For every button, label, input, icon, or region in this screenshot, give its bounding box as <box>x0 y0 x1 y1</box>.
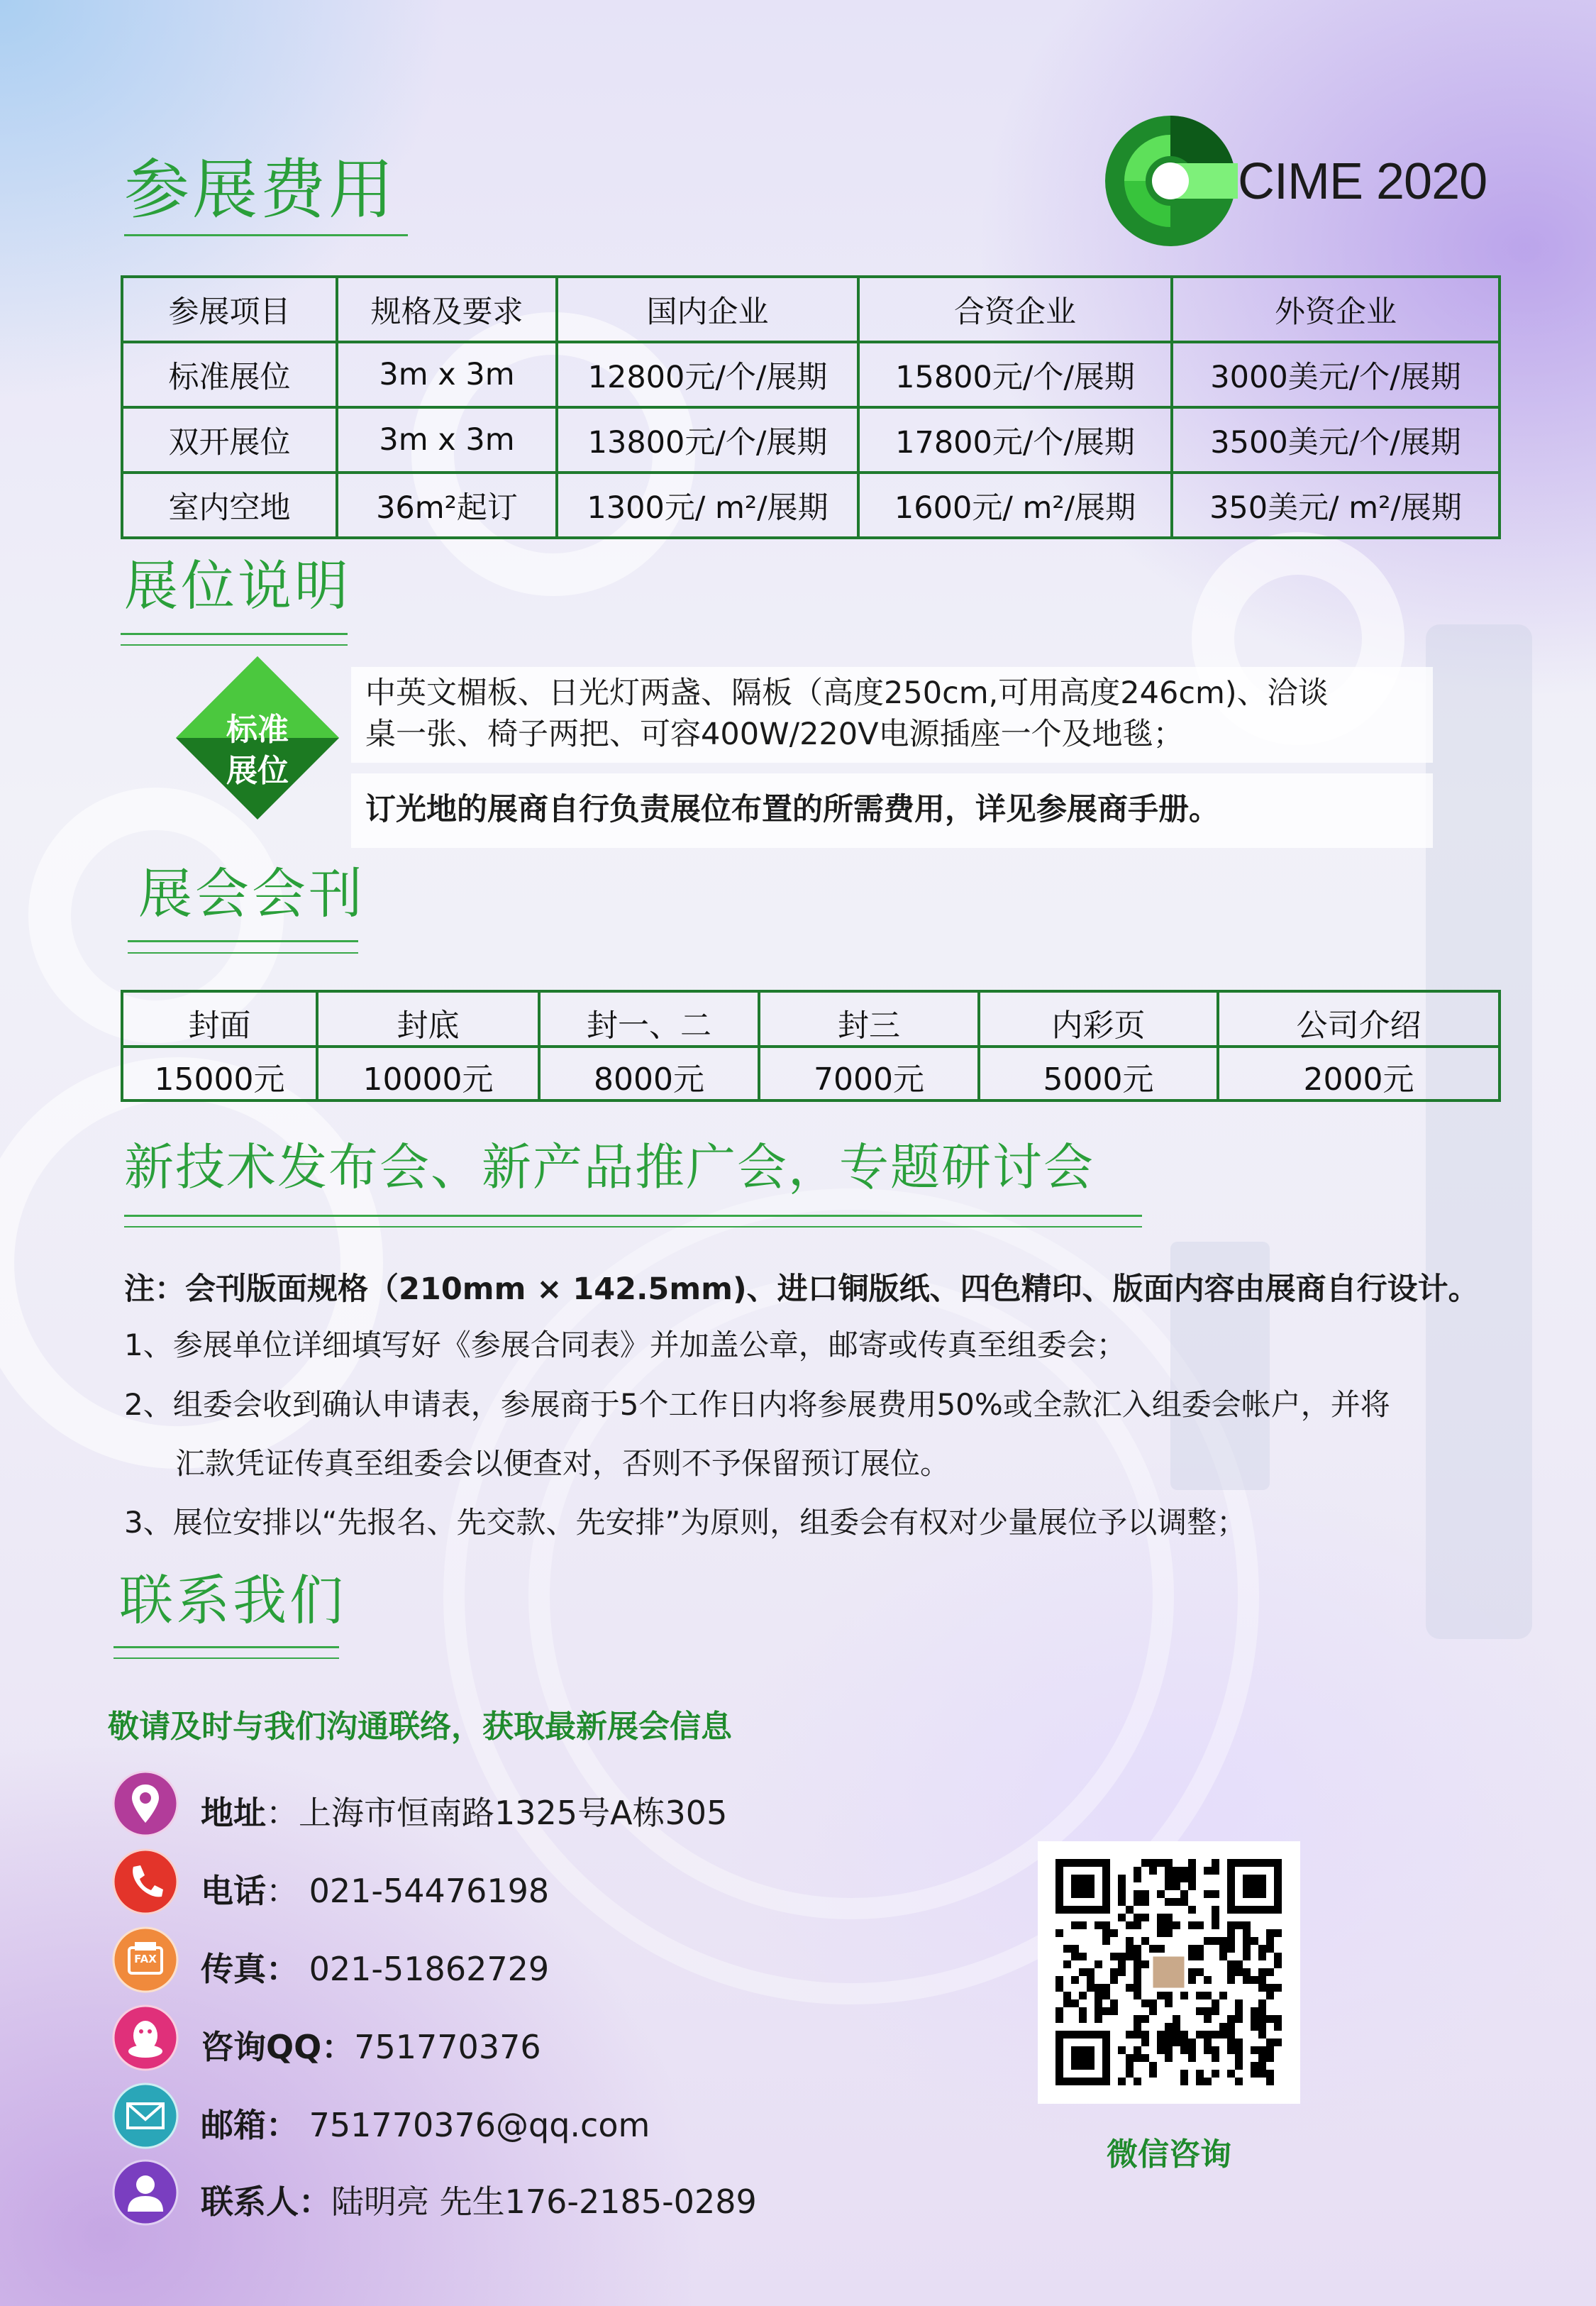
contact-slogan: 敬请及时与我们沟通联络，获取最新展会信息 <box>108 1709 732 1745</box>
address-label: 地址 <box>201 1794 266 1832</box>
table-cell: 1600元/ m²/展期 <box>858 473 1172 538</box>
fees-header-row <box>122 277 1500 342</box>
fees-table <box>121 275 1501 539</box>
fees-title: 参展费用 <box>124 152 397 228</box>
contact-title: 联系我们 <box>119 1569 346 1632</box>
journal-header-cell: 封三 <box>759 991 979 1047</box>
table-cell: 室内空地 <box>122 473 337 538</box>
journal-title-underline <box>128 940 358 942</box>
fax-value: 021-51862729 <box>299 1950 550 1988</box>
journal-header-cell: 封底 <box>317 991 539 1047</box>
notes-item-3: 3、展位安排以“先报名、先交款、先安排”为原则，组委会有权对少量展位予以调整； <box>124 1505 1247 1540</box>
notes-item-1: 1、参展单位详细填写好《参展合同表》并加盖公章，邮寄或传真至组委会； <box>124 1328 1126 1362</box>
booth-title: 展位说明 <box>124 554 351 617</box>
fees-header-cell: 外资企业 <box>1172 277 1500 342</box>
notes-item-2a: 2、组委会收到确认申请表，参展商于5个工作日内将参展费用50%或全款汇入组委会帐户，并将 <box>124 1387 1390 1422</box>
contact-title-underline <box>113 1646 339 1648</box>
journal-header-cell: 内彩页 <box>979 991 1218 1047</box>
person-icon <box>112 2159 179 2226</box>
launch-title: 新技术发布会、新产品推广会，专题研讨会 <box>124 1138 1095 1196</box>
table-cell: 3m x 3m <box>337 342 557 407</box>
email-label: 邮箱： <box>201 2106 299 2144</box>
email-value: 751770376@qq.com <box>299 2106 650 2144</box>
phone-label: 电话 <box>201 1872 266 1910</box>
journal-header-cell: 封一、二 <box>539 991 759 1047</box>
contact-title-underline-2 <box>113 1657 339 1659</box>
fax-label: 传真： <box>201 1950 299 1988</box>
fees-header-cell: 规格及要求 <box>337 277 557 342</box>
phone-icon <box>112 1848 179 1915</box>
qr-code-icon <box>1038 1841 1300 2104</box>
table-cell: 17800元/个/展期 <box>858 407 1172 473</box>
journal-price-cell: 15000元 <box>122 1047 317 1100</box>
badge-line1: 标准 <box>226 712 289 748</box>
journal-price-cell: 7000元 <box>759 1047 979 1100</box>
location-pin-icon <box>112 1770 179 1837</box>
qq-penguin-icon <box>112 2004 179 2071</box>
qq-label: 咨询QQ： <box>201 2028 355 2066</box>
journal-price-cell: 8000元 <box>539 1047 759 1100</box>
table-row <box>122 407 1500 473</box>
fees-header-cell: 合资企业 <box>858 277 1172 342</box>
fees-header-cell: 国内企业 <box>557 277 858 342</box>
table-cell: 标准展位 <box>122 342 337 407</box>
table-cell: 双开展位 <box>122 407 337 473</box>
table-cell: 36m²起订 <box>337 473 557 538</box>
fax-icon-label: FAX <box>134 1953 157 1965</box>
table-cell: 1300元/ m²/展期 <box>557 473 858 538</box>
table-cell: 350美元/ m²/展期 <box>1172 473 1500 538</box>
fees-title-underline <box>124 234 408 236</box>
booth-title-underline <box>121 633 348 635</box>
table-cell: 3000美元/个/展期 <box>1172 342 1500 407</box>
launch-title-underline <box>124 1215 1142 1217</box>
journal-price-row <box>122 1047 1500 1100</box>
wechat-qr-code[interactable] <box>1038 1841 1300 2104</box>
mail-icon <box>112 2082 179 2149</box>
journal-header-row <box>122 991 1500 1047</box>
table-row <box>122 473 1500 538</box>
booth-note <box>351 773 1433 848</box>
journal-price-cell: 2000元 <box>1218 1047 1500 1100</box>
phone-value: ： 021-54476198 <box>266 1872 550 1910</box>
journal-price-cell: 5000元 <box>979 1047 1218 1100</box>
table-cell: 3500美元/个/展期 <box>1172 407 1500 473</box>
qr-caption: 微信咨询 <box>1107 2136 1231 2173</box>
journal-title: 展会会刊 <box>138 862 365 925</box>
qq-value: 751770376 <box>354 2028 541 2066</box>
table-cell: 15800元/个/展期 <box>858 342 1172 407</box>
booth-desc-bold: 订光地的展商自行负责展位布置的所需费用，详见参展商手册。 <box>365 792 1219 827</box>
address-value: ：上海市恒南路1325号A栋305 <box>266 1794 728 1832</box>
notes-spec: 注：会刊版面规格（210mm × 142.5mm)、进口铜版纸、四色精印、版面内容由展商自行设计。 <box>124 1271 1479 1307</box>
table-cell: 3m x 3m <box>337 407 557 473</box>
logo-text: CIME 2020 <box>1238 153 1487 210</box>
booth-desc-line2: 桌一张、椅子两把、可容400W/220V电源插座一个及地毯； <box>365 717 1184 752</box>
launch-title-underline-2 <box>124 1226 1142 1228</box>
booth-desc-line1: 中英文楣板、日光灯两盏、隔板（高度250cm,可用高度246cm)、洽谈 <box>365 675 1329 711</box>
person-value: 陆明亮 先生176-2185-0289 <box>331 2183 757 2221</box>
booth-title-underline-2 <box>121 644 348 646</box>
table-cell: 12800元/个/展期 <box>557 342 858 407</box>
person-label: 联系人： <box>201 2183 331 2221</box>
fees-header-cell: 参展项目 <box>122 277 337 342</box>
journal-table <box>121 990 1501 1102</box>
badge-line2: 展位 <box>226 753 289 789</box>
table-row <box>122 342 1500 407</box>
journal-header-cell: 封面 <box>122 991 317 1047</box>
booth-description <box>351 667 1433 763</box>
journal-title-underline-2 <box>128 952 358 954</box>
notes-item-2b: 汇款凭证传真至组委会以便查对，否则不予保留预订展位。 <box>175 1446 951 1481</box>
table-cell: 13800元/个/展期 <box>557 407 858 473</box>
journal-header-cell: 公司介绍 <box>1218 991 1500 1047</box>
journal-price-cell: 10000元 <box>317 1047 539 1100</box>
